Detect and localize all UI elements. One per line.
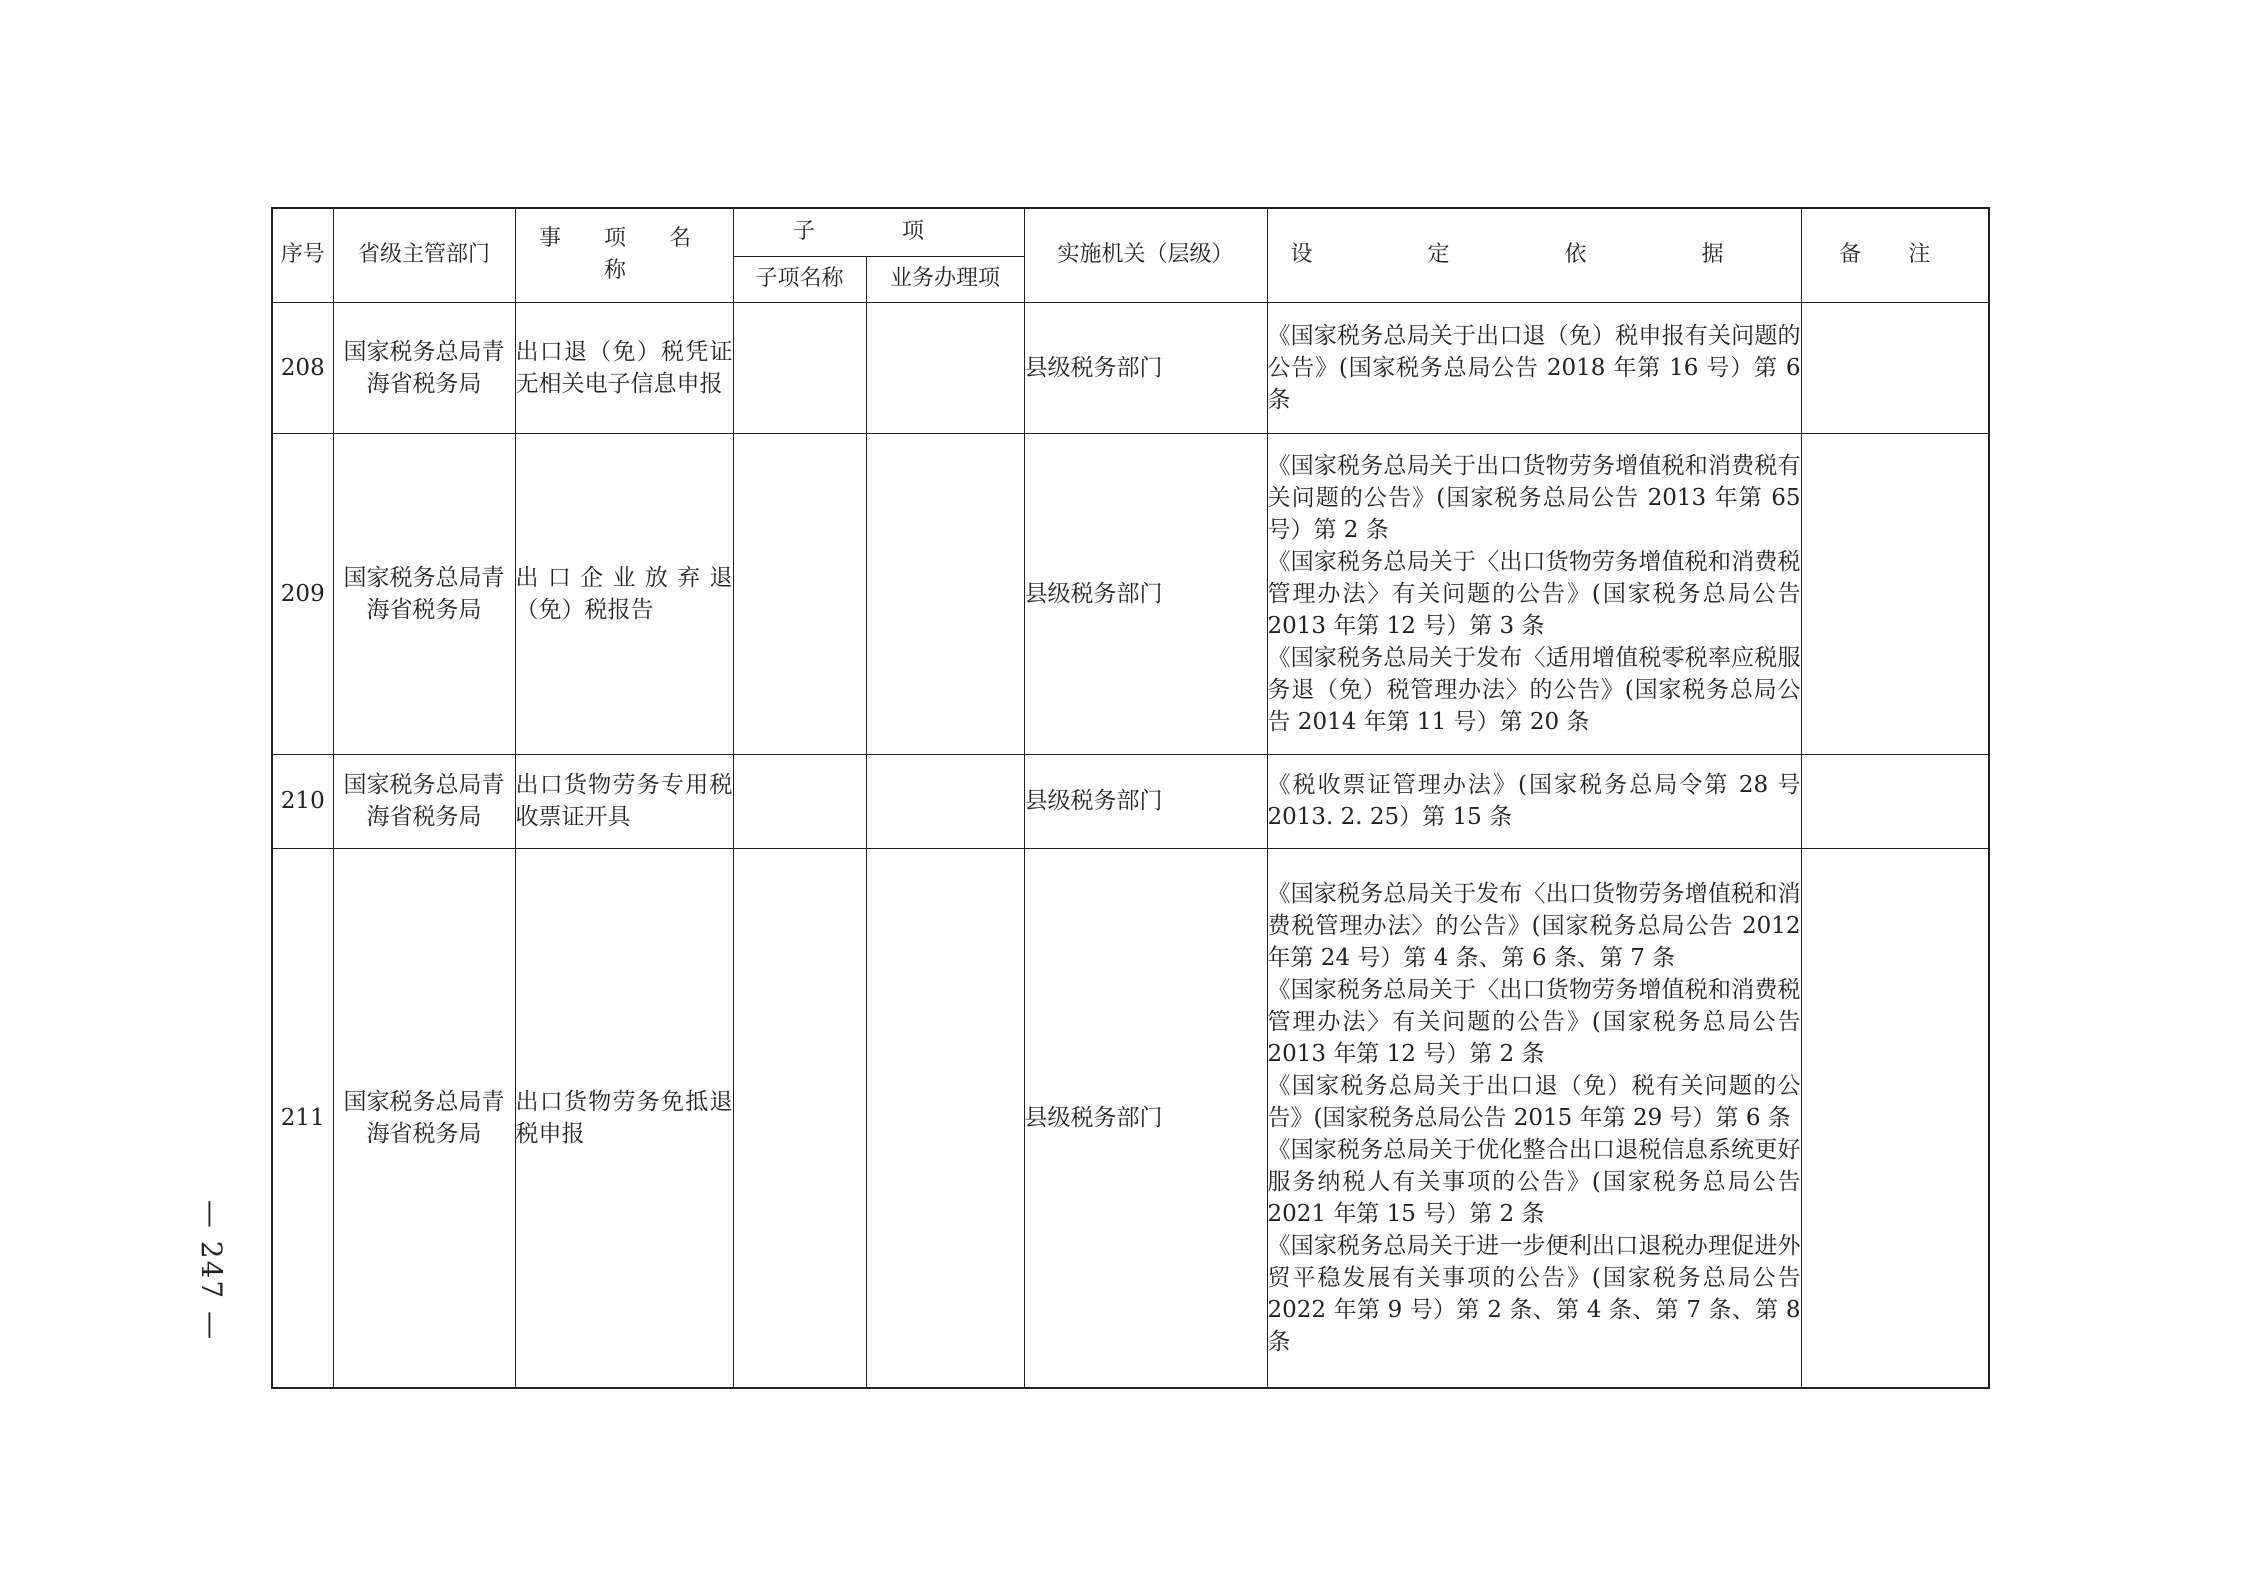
row-agency: 县级税务部门 (1024, 302, 1267, 433)
row-item: 出口货物劳务免抵退税申报 (515, 848, 733, 1388)
table-row (272, 433, 1989, 754)
header-remarks: 备 注 (1801, 208, 1989, 302)
row-item: 出口企业放弃退（免）税报告 (515, 433, 733, 754)
row-item: 出口货物劳务专用税收票证开具 (515, 754, 733, 848)
row-basis (1267, 433, 1801, 754)
basis-line: 《国家税务总局关于出口退（免）税有关问题的公告》(国家税务总局公告 2015 年第 29 号）第 6 条 (1267, 1072, 1801, 1131)
matters-table (271, 207, 1990, 1389)
row-business-item (866, 848, 1024, 1388)
row-basis (1267, 754, 1801, 848)
row-basis (1267, 302, 1801, 433)
basis-line: 《国家税务总局关于出口货物劳务增值税和消费税有关问题的公告》(国家税务总局公告 2013 年第 65 号）第 2 条 (1267, 452, 1801, 543)
basis-line: 《国家税务总局关于发布〈适用增值税零税率应税服务退（免）税管理办法〉的公告》(国家税务总局公告 2014 年第 11 号）第 20 条 (1267, 644, 1801, 735)
header-basis: 设 定 依 据 (1267, 208, 1801, 302)
row-remarks (1801, 754, 1989, 848)
basis-line: 《国家税务总局关于优化整合出口退税信息系统更好服务纳税人有关事项的公告》(国家税务总局公告 2021 年第 15 号）第 2 条 (1267, 1136, 1801, 1227)
row-dept: 国家税务总局青海省税务局 (333, 302, 515, 433)
page-number (192, 1180, 232, 1360)
header-item-name: 事 项 名 称 (515, 208, 733, 302)
table-row (272, 848, 1989, 1388)
header-seq: 序号 (272, 208, 333, 302)
row-business-item (866, 754, 1024, 848)
row-dept: 国家税务总局青海省税务局 (333, 848, 515, 1388)
row-dept: 国家税务总局青海省税务局 (333, 754, 515, 848)
row-agency: 县级税务部门 (1024, 848, 1267, 1388)
header-business-item: 业务办理项 (866, 256, 1024, 302)
row-basis (1267, 848, 1801, 1388)
row-remarks (1801, 848, 1989, 1388)
row-remarks (1801, 433, 1989, 754)
table-row (272, 754, 1989, 848)
header-agency: 实施机关（层级） (1024, 208, 1267, 302)
row-agency: 县级税务部门 (1024, 433, 1267, 754)
row-business-item (866, 433, 1024, 754)
row-business-item (866, 302, 1024, 433)
basis-line: 《国家税务总局关于发布〈出口货物劳务增值税和消费税管理办法〉的公告》(国家税务总局公告 2012 年第 24 号）第 4 条、第 6 条、第 7 条 (1267, 880, 1801, 971)
header-dept: 省级主管部门 (333, 208, 515, 302)
basis-line: 《国家税务总局关于进一步便利出口退税办理促进外贸平稳发展有关事项的公告》(国家税务总局公告 2022 年第 9 号）第 2 条、第 4 条、第 7 条、第 8 条 (1267, 1232, 1801, 1355)
row-subitem-name (733, 302, 866, 433)
basis-line: 《国家税务总局关于出口退（免）税申报有关问题的公告》(国家税务总局公告 2018 年第 16 号）第 6 条 (1267, 322, 1801, 413)
row-seq: 208 (272, 302, 333, 433)
row-seq: 210 (272, 754, 333, 848)
row-remarks (1801, 302, 1989, 433)
table-row (272, 302, 1989, 433)
header-subitem-name: 子项名称 (733, 256, 866, 302)
basis-line: 《国家税务总局关于〈出口货物劳务增值税和消费税管理办法〉有关问题的公告》(国家税务总局公告 2013 年第 12 号）第 3 条 (1267, 548, 1801, 639)
basis-line: 《税收票证管理办法》(国家税务总局令第 28 号 2013. 2. 25）第 15 条 (1267, 772, 1801, 830)
row-subitem-name (733, 754, 866, 848)
row-dept: 国家税务总局青海省税务局 (333, 433, 515, 754)
page-number-text: — 247 — (195, 1199, 229, 1341)
row-subitem-name (733, 848, 866, 1388)
row-subitem-name (733, 433, 866, 754)
row-agency: 县级税务部门 (1024, 754, 1267, 848)
row-seq: 211 (272, 848, 333, 1388)
row-seq: 209 (272, 433, 333, 754)
header-subitem: 子 项 (733, 208, 1024, 256)
basis-line: 《国家税务总局关于〈出口货物劳务增值税和消费税管理办法〉有关问题的公告》(国家税务总局公告 2013 年第 12 号）第 2 条 (1267, 976, 1801, 1067)
row-item: 出口退（免）税凭证无相关电子信息申报 (515, 302, 733, 433)
